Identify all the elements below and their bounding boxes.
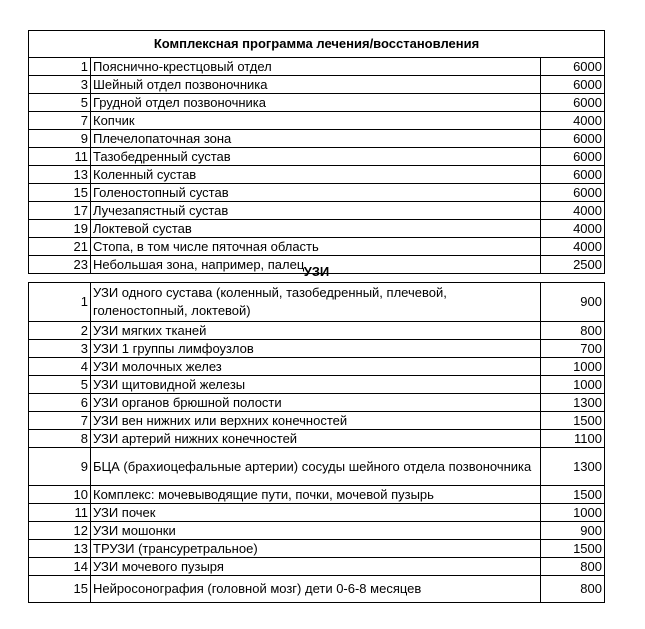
table-row: [29, 358, 605, 376]
row-number: 21: [29, 238, 91, 256]
table-row: [29, 504, 605, 522]
service-name: Локтевой сустав: [91, 220, 541, 238]
service-price: 900: [541, 522, 605, 540]
service-name: Копчик: [91, 112, 541, 130]
table-row: [29, 238, 605, 256]
service-name: Лучезапястный сустав: [91, 202, 541, 220]
service-price: 800: [541, 558, 605, 576]
row-number: 4: [29, 358, 91, 376]
table-row: [29, 184, 605, 202]
service-name: УЗИ 1 группы лимфоузлов: [91, 340, 541, 358]
table-row: [29, 376, 605, 394]
service-name: Стопа, в том числе пяточная область: [91, 238, 541, 256]
row-number: 14: [29, 558, 91, 576]
service-name: УЗИ молочных желез: [91, 358, 541, 376]
row-number: 5: [29, 94, 91, 112]
service-name: УЗИ органов брюшной полости: [91, 394, 541, 412]
service-name: Грудной отдел позвоночника: [91, 94, 541, 112]
table-row: [29, 112, 605, 130]
uzi-section-title: УЗИ: [303, 264, 330, 279]
row-number: 11: [29, 504, 91, 522]
table-row: [29, 202, 605, 220]
service-price: 1500: [541, 540, 605, 558]
row-number: 12: [29, 522, 91, 540]
table-row: [29, 340, 605, 358]
service-price: 1500: [541, 412, 605, 430]
table-row: [29, 166, 605, 184]
row-number: 11: [29, 148, 91, 166]
service-price: 6000: [541, 94, 605, 112]
uzi-table: [28, 282, 605, 603]
row-number: 10: [29, 486, 91, 504]
service-price: 800: [541, 576, 605, 603]
service-name: УЗИ артерий нижних конечностей: [91, 430, 541, 448]
service-name: УЗИ мягких тканей: [91, 322, 541, 340]
row-number: 1: [29, 58, 91, 76]
service-name: УЗИ одного сустава (коленный, тазобедренный, плечевой, голеностопный, локтевой): [91, 283, 541, 322]
service-name: УЗИ вен нижних или верхних конечностей: [91, 412, 541, 430]
table-row: [29, 58, 605, 76]
table-row: [29, 486, 605, 504]
service-name: Голеностопный сустав: [91, 184, 541, 202]
service-price: 1000: [541, 504, 605, 522]
service-name: Коленный сустав: [91, 166, 541, 184]
table-row: [29, 76, 605, 94]
table-row: [29, 540, 605, 558]
row-number: 9: [29, 130, 91, 148]
service-name: УЗИ почек: [91, 504, 541, 522]
table-row: [29, 130, 605, 148]
program-table: [28, 30, 605, 274]
service-price: 1300: [541, 394, 605, 412]
row-number: 5: [29, 376, 91, 394]
row-number: 23: [29, 256, 91, 274]
service-price: 900: [541, 283, 605, 322]
service-name: Тазобедренный сустав: [91, 148, 541, 166]
service-name: Небольшая зона, например, палец: [91, 256, 541, 274]
service-price: 4000: [541, 202, 605, 220]
row-number: 7: [29, 112, 91, 130]
row-number: 15: [29, 576, 91, 603]
service-name: Нейросонография (головной мозг) дети 0-6-8 месяцев: [91, 576, 541, 603]
service-price: 700: [541, 340, 605, 358]
table-row: [29, 430, 605, 448]
row-number: 13: [29, 540, 91, 558]
service-name: УЗИ щитовидной железы: [91, 376, 541, 394]
table-row: [29, 148, 605, 166]
table-row: [29, 576, 605, 603]
row-number: 17: [29, 202, 91, 220]
service-price: 6000: [541, 58, 605, 76]
table-row: [29, 322, 605, 340]
program-title: Комплексная программа лечения/восстановления: [29, 31, 605, 58]
row-number: 9: [29, 448, 91, 486]
service-price: 1300: [541, 448, 605, 486]
row-number: 8: [29, 430, 91, 448]
row-number: 6: [29, 394, 91, 412]
row-number: 15: [29, 184, 91, 202]
service-name: ТРУЗИ (трансуретральное): [91, 540, 541, 558]
table-row: [29, 283, 605, 322]
row-number: 1: [29, 283, 91, 322]
table-row: [29, 394, 605, 412]
row-number: 2: [29, 322, 91, 340]
service-price: 4000: [541, 112, 605, 130]
service-price: 6000: [541, 130, 605, 148]
table-row: [29, 220, 605, 238]
service-price: 800: [541, 322, 605, 340]
service-price: 6000: [541, 148, 605, 166]
row-number: 7: [29, 412, 91, 430]
row-number: 3: [29, 340, 91, 358]
service-name: Шейный отдел позвоночника: [91, 76, 541, 94]
service-name: Комплекс: мочевыводящие пути, почки, мочевой пузырь: [91, 486, 541, 504]
service-price: 2500: [541, 256, 605, 274]
row-number: 13: [29, 166, 91, 184]
service-name: УЗИ мошонки: [91, 522, 541, 540]
service-price: 4000: [541, 238, 605, 256]
row-number: 19: [29, 220, 91, 238]
service-name: Плечелопаточная зона: [91, 130, 541, 148]
service-price: 6000: [541, 166, 605, 184]
service-price: 1100: [541, 430, 605, 448]
service-price: 4000: [541, 220, 605, 238]
table-row: [29, 412, 605, 430]
service-name: БЦА (брахиоцефальные артерии) сосуды шейного отдела позвоночника: [91, 448, 541, 486]
service-price: 1000: [541, 376, 605, 394]
service-name: УЗИ мочевого пузыря: [91, 558, 541, 576]
service-price: 1500: [541, 486, 605, 504]
table-row: [29, 522, 605, 540]
row-number: 3: [29, 76, 91, 94]
table-row: [29, 94, 605, 112]
table-row: [29, 448, 605, 486]
service-name: Пояснично-крестцовый отдел: [91, 58, 541, 76]
service-price: 6000: [541, 184, 605, 202]
service-price: 6000: [541, 76, 605, 94]
table-row: [29, 558, 605, 576]
service-price: 1000: [541, 358, 605, 376]
